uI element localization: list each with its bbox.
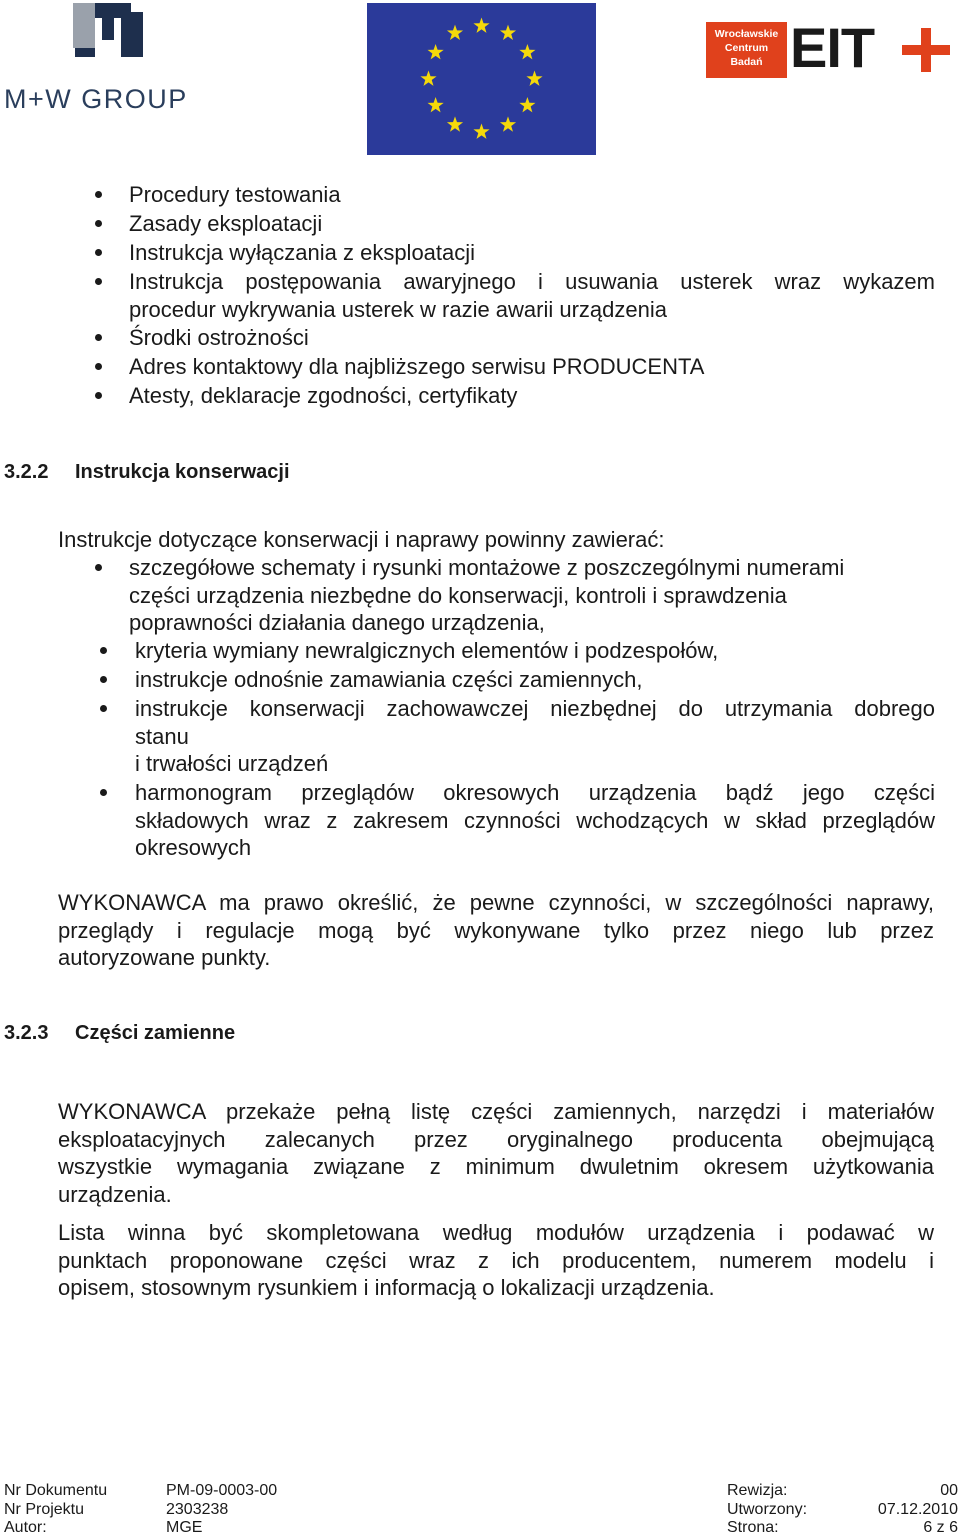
footer-label: Utworzony: bbox=[727, 1500, 808, 1518]
footer-label: Autor: bbox=[4, 1519, 47, 1536]
list-item: Instrukcja wyłączania z eksploatacji bbox=[0, 239, 935, 268]
list-item: Zasady eksploatacji bbox=[0, 210, 935, 239]
list-item: Procedury testowania bbox=[0, 181, 935, 210]
section-323-paragraph-2: Lista winna być skompletowana według modułów urządzenia i podawać w punktach proponowane części wraz z ich producentem, numerem modelu i opisem, stosownym rysunkiem i informacją o lokalizacji urządzenia. bbox=[58, 1220, 934, 1300]
section-322-heading bbox=[4, 461, 290, 484]
list-item: Instrukcja postępowania awaryjnego i usuwania usterek wraz wykazem procedur wykrywania usterek w razie awarii urządzenia bbox=[0, 268, 935, 324]
section-323-heading bbox=[4, 1022, 236, 1045]
maintenance-bullet-list bbox=[0, 554, 935, 863]
section-323-paragraph-1: WYKONAWCA przekaże pełną listę części zamiennych, narzędzi i materiałów eksploatacyjnych zalecanych przez oryginalnego producenta obejmującą wszystkie wymagania związane z minimum dwuletnim okresem użytkowania urządzenia. bbox=[58, 1099, 934, 1207]
list-item: Atesty, deklaracje zgodności, certyfikaty bbox=[0, 382, 935, 411]
eu-flag-icon bbox=[367, 3, 596, 155]
section-322-paragraph: WYKONAWCA ma prawo określić, że pewne czynności, w szczególności naprawy, przeglądy i regulacje mogą być wykonywane tylko przez niego lub przez autoryzowane punkty. bbox=[58, 890, 934, 970]
plus-icon bbox=[902, 26, 950, 74]
eit-big-text: EIT bbox=[790, 16, 875, 79]
footer-left-labels bbox=[4, 1482, 107, 1538]
footer-value: 2303238 bbox=[166, 1500, 229, 1518]
eit-small-text: Wrocławskie Centrum Badań bbox=[714, 28, 779, 68]
footer-value: 07.12.2010 bbox=[877, 1500, 958, 1518]
footer-left-values bbox=[166, 1482, 277, 1538]
mw-group-logo-text: M+W GROUP bbox=[4, 84, 188, 114]
top-bullet-list bbox=[0, 181, 935, 411]
footer-value: MGE bbox=[166, 1519, 203, 1536]
footer-value: PM-09-0003-00 bbox=[166, 1482, 278, 1499]
section-number: 3.2.3 bbox=[4, 1022, 49, 1044]
footer-right-values bbox=[878, 1482, 958, 1538]
section-title: Części zamienne bbox=[75, 1022, 236, 1044]
list-item: harmonogram przeglądów okresowych urządzenia bądź jego części składowych wraz z zakresem czynności wchodzących w skład przeglądów okresowych bbox=[0, 779, 935, 863]
eit-plus-logo bbox=[706, 16, 950, 79]
list-item: szczegółowe schematy i rysunki montażowe z poszczególnymi numerami części urządzenia niezbędne do konserwacji, kontroli i sprawdzenia poprawności działania danego urządzenia, bbox=[0, 554, 935, 637]
list-item: Adres kontaktowy dla najbliższego serwisu PRODUCENTA bbox=[0, 353, 935, 382]
mw-mark-icon bbox=[0, 0, 160, 80]
list-item: instrukcje konserwacji zachowawczej niezbędnej do utrzymania dobrego stanu i trwałości urządzeń bbox=[0, 695, 935, 779]
section-title: Instrukcja konserwacji bbox=[75, 461, 290, 483]
footer-label: Nr Projektu bbox=[4, 1500, 85, 1518]
footer-label: Strona: bbox=[727, 1519, 779, 1536]
footer-value: 00 bbox=[940, 1482, 958, 1499]
footer-label: Rewizja: bbox=[727, 1482, 788, 1499]
list-item: Środki ostrożności bbox=[0, 324, 935, 353]
footer-right-labels bbox=[727, 1482, 807, 1538]
section-number: 3.2.2 bbox=[4, 461, 49, 483]
list-item: instrukcje odnośnie zamawiania części zamiennych, bbox=[0, 666, 935, 695]
list-item: kryteria wymiany newralgicznych elementów i podzespołów, bbox=[0, 637, 935, 666]
section-322-intro: Instrukcje dotyczące konserwacji i naprawy powinny zawierać: bbox=[58, 527, 665, 552]
footer-label: Nr Dokumentu bbox=[4, 1482, 108, 1499]
mw-group-logo bbox=[0, 0, 215, 115]
footer-value: 6 z 6 bbox=[923, 1519, 958, 1536]
